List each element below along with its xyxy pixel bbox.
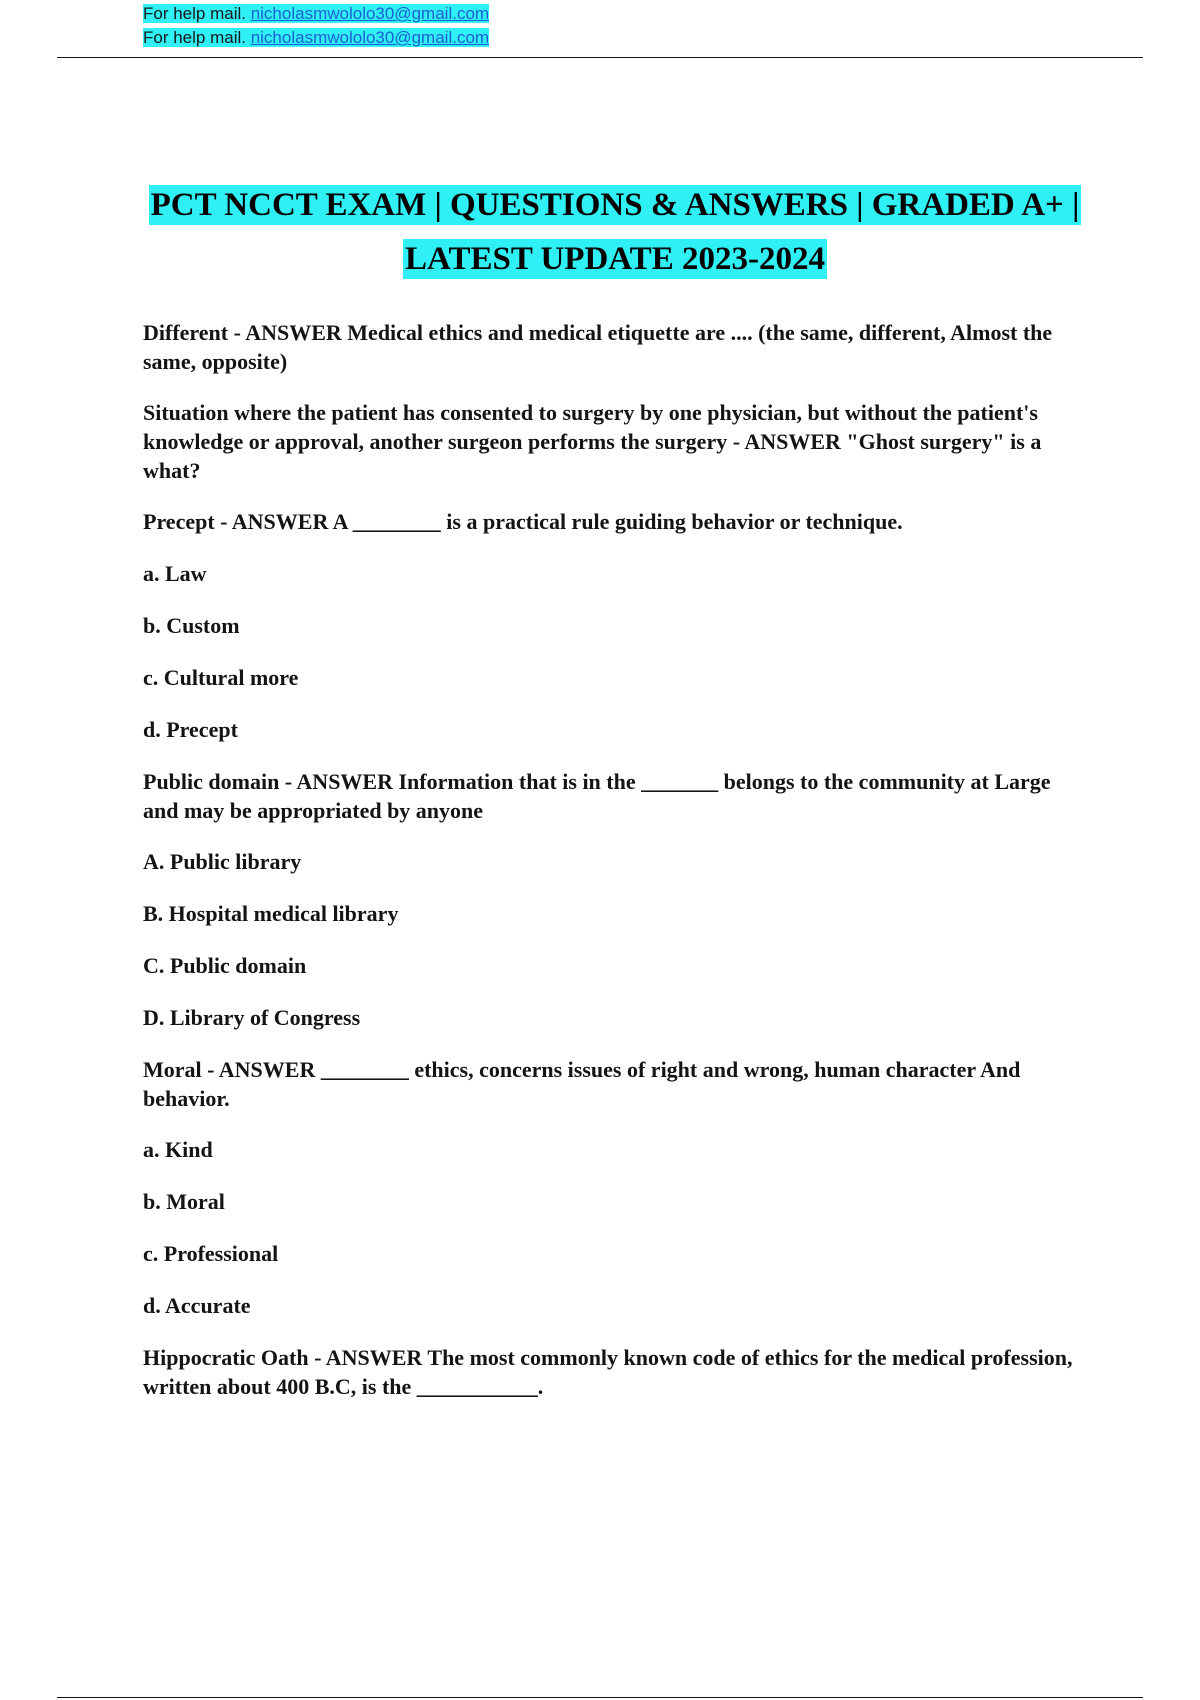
answer-option: b. Moral <box>143 1189 225 1214</box>
answer-option: d. Precept <box>143 717 238 742</box>
qa-item-precept: Precept - ANSWER A ________ is a practical rule guiding behavior or technique. <box>143 509 903 534</box>
answer-option: C. Public domain <box>143 953 307 978</box>
answer-option: c. Cultural more <box>143 665 299 690</box>
help-email-link[interactable]: nicholasmwololo30@gmail.com <box>250 28 490 47</box>
qa-content <box>143 318 1078 1423</box>
header-divider <box>57 57 1143 58</box>
answer-option: d. Accurate <box>143 1293 251 1318</box>
help-label: For help mail. <box>143 4 251 23</box>
help-label: For help mail. <box>143 28 251 47</box>
footer-divider <box>57 1697 1143 1698</box>
help-line-2 <box>143 26 489 50</box>
document-title <box>110 178 1120 286</box>
answer-option: B. Hospital medical library <box>143 901 399 926</box>
help-email-link[interactable]: nicholasmwololo30@gmail.com <box>250 4 490 23</box>
answer-option: A. Public library <box>143 849 302 874</box>
help-line-1 <box>143 2 489 26</box>
qa-item-public-domain: Public domain - ANSWER Information that is in the _______ belongs to the community at Large and may be appropriated by anyone <box>143 769 1051 823</box>
help-contact-header <box>143 2 489 50</box>
qa-item-hippocratic-oath: Hippocratic Oath - ANSWER The most commonly known code of ethics for the medical profession, written about 400 B.C, is the ___________. <box>143 1345 1073 1399</box>
qa-item-different: Different - ANSWER Medical ethics and medical etiquette are .... (the same, different, Almost the same, opposite) <box>143 320 1053 374</box>
title-line-1: PCT NCCT EXAM | QUESTIONS & ANSWERS | GRADED A+ | <box>150 187 1080 223</box>
title-line-2: LATEST UPDATE 2023-2024 <box>405 241 825 277</box>
answer-option: c. Professional <box>143 1241 279 1266</box>
answer-option: b. Custom <box>143 613 240 638</box>
qa-item-moral: Moral - ANSWER ________ ethics, concerns issues of right and wrong, human character And behavior. <box>143 1057 1021 1111</box>
answer-option: a. Law <box>143 561 207 586</box>
answer-option: a. Kind <box>143 1137 213 1162</box>
qa-item-ghost-surgery: Situation where the patient has consented to surgery by one physician, but without the patient's knowledge or approval, another surgeon performs the surgery - ANSWER "Ghost surgery" is a what? <box>143 400 1042 483</box>
answer-option: D. Library of Congress <box>143 1005 361 1030</box>
